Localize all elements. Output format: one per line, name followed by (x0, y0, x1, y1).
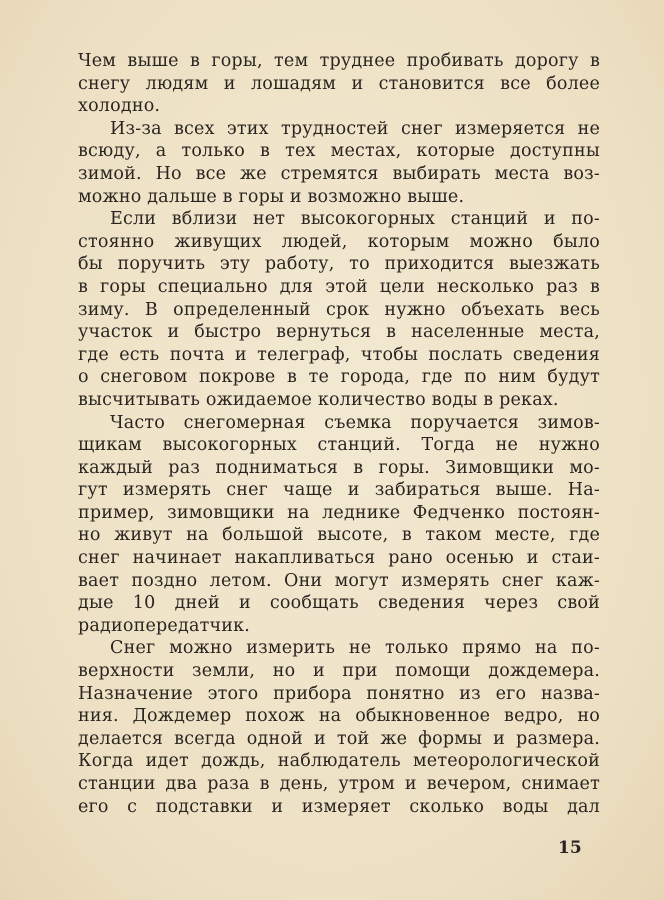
text-line: высчитывать ожидаемое количество воды в реках. (78, 389, 559, 410)
text-line: верхности земли, но и при помощи дождемера. (78, 661, 600, 682)
text-line: но живут на большой высоте, в таком месте, где (78, 525, 600, 546)
text-line: Назначение этого прибора понятно из его назва- (78, 683, 600, 704)
text-line: холодно. (78, 96, 161, 117)
text-line: каждый раз подниматься в горы. Зимовщики мо- (78, 457, 600, 478)
text-line: ния. Дождемер похож на обыкновенное ведро, но (78, 706, 600, 727)
text-line: станции два раза в день, утром и вечером, снимает (78, 774, 600, 794)
page-number: 15 (558, 838, 582, 858)
text-line: можно дальше в горы и возможно выше. (78, 186, 465, 207)
text-line: о снеговом покрове в те города, где по ним будут (78, 367, 600, 388)
text-line: вает поздно летом. Они могут измерять снег каж- (78, 570, 600, 591)
text-line: стоянно живущих людей, которым можно было (78, 231, 600, 252)
text-line: Если вблизи нет высокогорных станций и по- (110, 209, 600, 230)
text-line: участок и быстро вернуться в населенные места, (78, 322, 600, 343)
text-line: щикам высокогорных станций. Тогда не нужно (78, 435, 600, 456)
text-line: делается всегда одной и той же формы и размера. (78, 728, 600, 749)
text-line: бы поручить эту работу, то приходится выезжать (78, 254, 600, 275)
text-line: зимой. Но все же стремятся выбирать места воз- (78, 163, 600, 184)
text-line: зиму. В определенный срок нужно объехать весь (78, 299, 600, 320)
text-line: Снег можно измерить не только прямо на по- (110, 638, 600, 659)
text-line: пример, зимовщики на леднике Федченко постоян- (78, 502, 600, 523)
text-line: Часто снегомерная съемка поручается зимов- (110, 412, 600, 433)
text-line: снег начинает накапливаться рано осенью и стаи- (78, 548, 600, 569)
text-line: дые 10 дней и сообщать сведения через свой (78, 593, 600, 614)
text-line: радиопередатчик. (78, 615, 251, 636)
text-line: Чем выше в горы, тем труднее пробивать дорогу в (78, 51, 600, 71)
text-line: Из-за всех этих трудностей снег измеряется не (110, 118, 600, 139)
text-line: снегу людям и лошадям и становится все более (78, 73, 600, 94)
text-line: в горы специально для этой цели несколько раз в (78, 276, 600, 297)
text-line: где есть почта и телеграф, чтобы послать сведения (78, 344, 600, 365)
text-line: его с подставки и измеряет сколько воды дал (78, 796, 600, 817)
text-line: всюду, а только в тех местах, которые доступны (78, 141, 600, 162)
text-line: Когда идет дождь, наблюдатель метеорологической (78, 751, 600, 772)
text-line: гут измерять снег чаще и забираться выше. На- (78, 480, 600, 501)
page-body-text (78, 50, 600, 818)
